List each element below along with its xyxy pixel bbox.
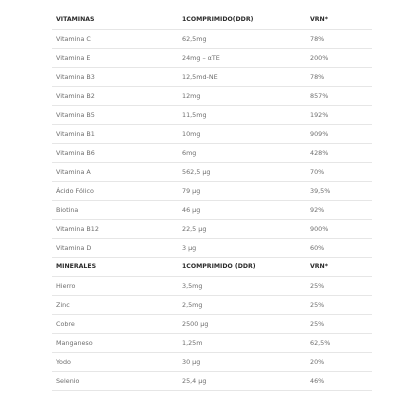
table-row [52,30,372,49]
nutrient-amount: 3 μg [182,243,197,252]
nutrient-name: Vitamina B12 [56,224,99,233]
nutrient-vrn: 25% [310,319,325,328]
nutrient-vrn: 78% [310,34,325,43]
nutrient-name: Vitamina B2 [56,91,95,100]
nutrient-amount: 562,5 μg [182,167,211,176]
minerals-header-amount: 1COMPRIMIDO (DDR) [182,262,256,270]
nutrient-name: Selenio [56,376,80,385]
table-row [52,239,372,258]
minerals-header-name: MINERALES [56,262,97,270]
table-row [52,334,372,353]
nutrient-name: Hierro [56,281,76,290]
nutrient-vrn: 857% [310,91,329,100]
table-row [52,353,372,372]
nutrient-name: Vitamina C [56,34,91,43]
nutrient-vrn: 192% [310,110,329,119]
nutrient-amount: 11,5mg [182,110,207,119]
table-row [52,125,372,144]
nutrient-name: Vitamina B5 [56,110,95,119]
nutrient-vrn: 200% [310,53,329,62]
nutrient-name: Vitamina B1 [56,129,95,138]
nutrient-amount: 62,5mg [182,34,207,43]
table-row [52,315,372,334]
nutrient-amount: 30 μg [182,357,201,366]
nutrient-amount: 3,5mg [182,281,203,290]
vitamins-header-row [52,11,372,30]
table-row [52,163,372,182]
nutrient-name: Cobre [56,319,75,328]
nutrient-name: Vitamina D [56,243,92,252]
nutrient-vrn: 70% [310,167,325,176]
nutrient-amount: 1,25m [182,338,203,347]
table-row [52,144,372,163]
nutrient-amount: 10mg [182,129,201,138]
table-row [52,49,372,68]
nutrient-vrn: 25% [310,300,325,309]
table-row [52,201,372,220]
nutrient-amount: 46 μg [182,205,201,214]
nutrient-vrn: 78% [310,72,325,81]
nutrient-vrn: 428% [310,148,329,157]
table-row [52,106,372,125]
nutrient-name: Biotina [56,205,79,214]
nutrient-vrn: 909% [310,129,329,138]
nutrient-vrn: 46% [310,376,325,385]
nutrient-amount: 2,5mg [182,300,203,309]
nutrient-vrn: 92% [310,205,325,214]
nutrient-amount: 79 μg [182,186,201,195]
nutrient-vrn: 62,5% [310,338,331,347]
vitamins-header-amount: 1COMPRIMIDO(DDR) [182,15,254,23]
minerals-header-row [52,258,372,277]
nutrient-amount: 24mg – αTE [182,53,220,62]
table-row [52,296,372,315]
nutrient-amount: 2500 μg [182,319,209,328]
nutrient-name: Vitamina B6 [56,148,95,157]
table-row [52,87,372,106]
nutrition-table [52,11,372,391]
nutrient-vrn: 60% [310,243,325,252]
nutrient-amount: 12,5md-NE [182,72,218,81]
table-row [52,372,372,391]
nutrient-vrn: 20% [310,357,325,366]
nutrient-amount: 22,5 μg [182,224,207,233]
nutrient-vrn: 900% [310,224,329,233]
nutrient-name: Vitamina B3 [56,72,95,81]
nutrient-amount: 6mg [182,148,197,157]
nutrient-name: Manganeso [56,338,93,347]
nutrient-amount: 25,4 μg [182,376,207,385]
nutrient-name: Vitamina E [56,53,91,62]
nutrient-vrn: 25% [310,281,325,290]
table-row [52,277,372,296]
nutrient-name: Vitamina A [56,167,91,176]
table-row [52,68,372,87]
nutrient-name: Yodo [56,357,71,366]
table-row [52,220,372,239]
nutrient-name: Ácido Fólico [56,186,94,195]
vitamins-header-vrn: VRN* [310,15,328,23]
minerals-header-vrn: VRN* [310,262,328,270]
nutrient-vrn: 39,5% [310,186,331,195]
nutrient-amount: 12mg [182,91,201,100]
table-row [52,182,372,201]
nutrient-name: Zinc [56,300,70,309]
vitamins-header-name: VITAMINAS [56,15,95,23]
